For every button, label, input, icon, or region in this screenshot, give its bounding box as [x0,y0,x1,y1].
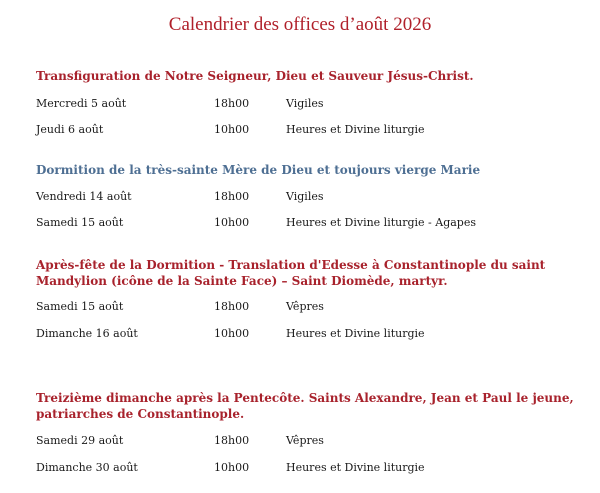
feast-section-dormition [36,162,576,231]
schedule-service: Heures et Divine liturgie [286,123,425,136]
feast-heading-line-1: Treizième dimanche après la Pentecôte. Saints Alexandre, Jean et Paul le jeune, [36,391,574,405]
page-title: Calendrier des offices d’août 2026 [168,14,432,35]
schedule-day: Samedi 15 août [36,216,124,229]
schedule-day: Dimanche 30 août [36,461,138,474]
feast-section-afterfeast [36,257,576,342]
schedule-time: 18h00 [214,434,250,447]
feast-heading-line-2: Mandylion (icône de la Sainte Face) – Saint Diomède, martyr. [36,274,448,288]
schedule-service: Heures et Divine liturgie [286,461,425,474]
schedule-row [36,122,576,138]
schedule-day: Samedi 15 août [36,300,124,313]
feast-heading: Dormition de la très-sainte Mère de Dieu et toujours vierge Marie [36,163,481,177]
schedule-row [36,299,576,315]
feast-section-transfiguration [36,68,576,138]
schedule-day: Mercredi 5 août [36,97,127,110]
feast-heading: Transfiguration de Notre Seigneur, Dieu et Sauveur Jésus-Christ. [36,69,474,83]
feast-heading-line-1: Après-fête de la Dormition - Translation d'Edesse à Constantinople du saint [36,258,546,272]
schedule-day: Jeudi 6 août [36,123,104,136]
schedule-time: 18h00 [214,300,250,313]
feast-section-thirteenth-sunday [36,390,576,476]
schedule-row [36,326,576,342]
schedule-service: Vêpres [286,434,324,447]
schedule-time: 10h00 [214,327,250,340]
feast-heading-line-2: patriarches de Constantinople. [36,407,245,421]
schedule-time: 18h00 [214,97,250,110]
schedule-day: Samedi 29 août [36,434,124,447]
schedule-service: Heures et Divine liturgie - Agapes [286,216,477,229]
schedule-time: 10h00 [214,216,250,229]
schedule-time: 10h00 [214,461,250,474]
schedule-time: 18h00 [214,190,250,203]
schedule-time: 10h00 [214,123,250,136]
schedule-service: Vigiles [286,190,324,203]
schedule-service: Heures et Divine liturgie [286,327,425,340]
schedule-day: Vendredi 14 août [36,190,132,203]
schedule-service: Vêpres [286,300,324,313]
schedule-day: Dimanche 16 août [36,327,138,340]
schedule-row [36,189,576,205]
schedule-service: Vigiles [286,97,324,110]
schedule-row [36,96,576,112]
schedule-row [36,433,576,449]
schedule-row [36,460,576,476]
schedule-row [36,215,576,231]
